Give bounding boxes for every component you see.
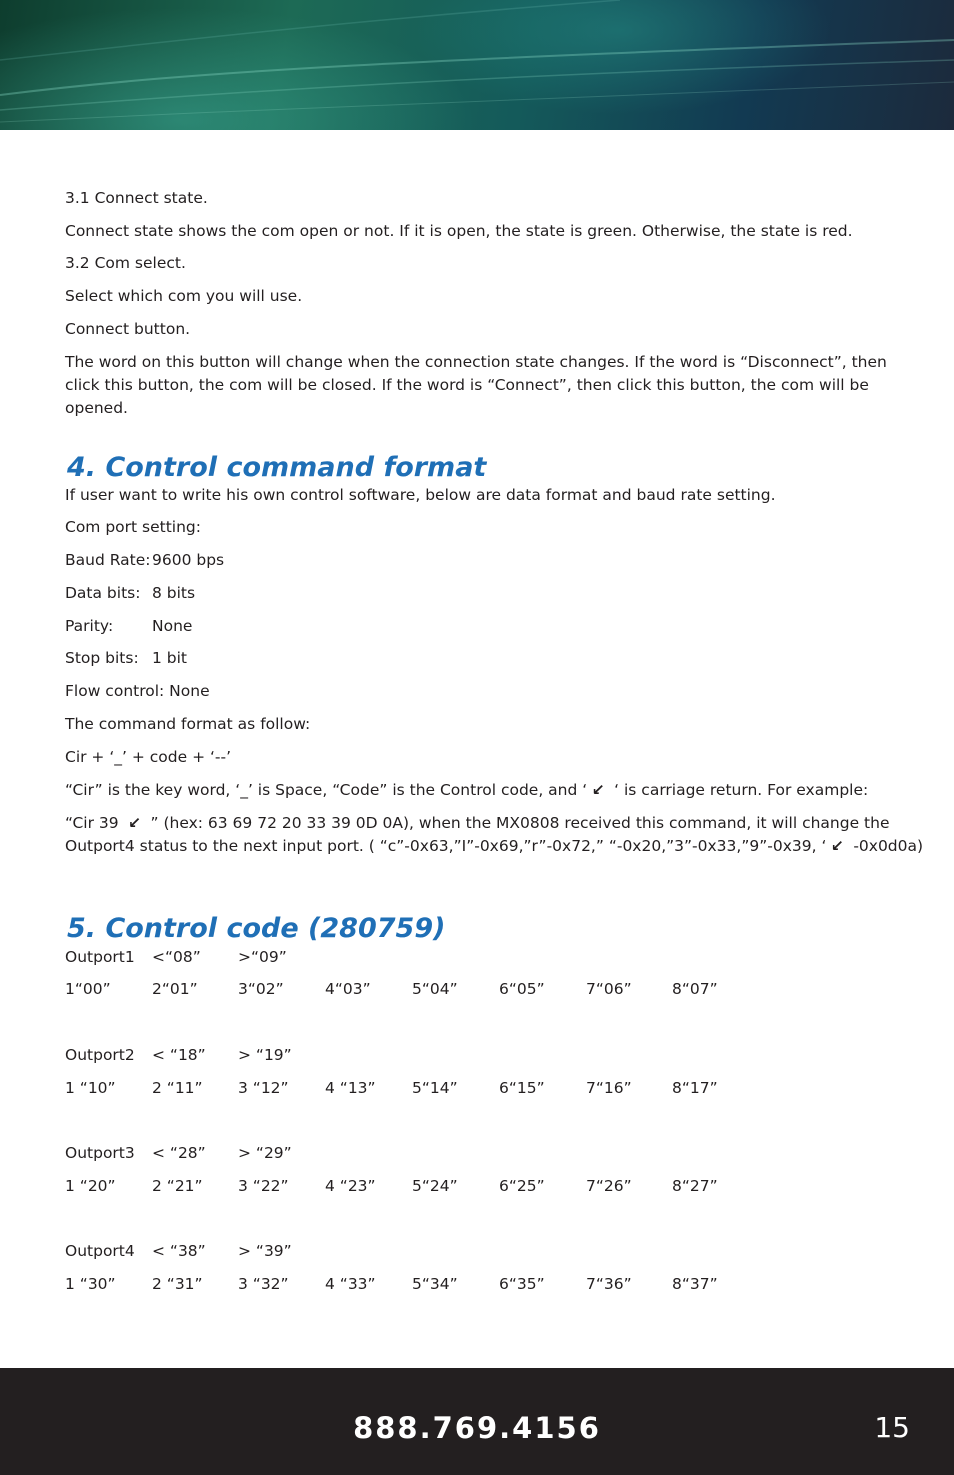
input-code: 1 “10” xyxy=(65,1079,116,1097)
input-code: 3 “12” xyxy=(238,1079,289,1097)
outport-label: Outport4 xyxy=(65,1242,135,1260)
input-code: 8“37” xyxy=(672,1275,718,1293)
phone-number: 888.769.4156 xyxy=(353,1411,601,1445)
input-code: 4 “13” xyxy=(325,1079,376,1097)
input-code: 6“35” xyxy=(499,1275,545,1293)
section-4-intro: If user want to write his own control software, below are data format and baud rate setting. xyxy=(65,486,776,504)
next-code: > “39” xyxy=(238,1242,292,1260)
input-code: 3 “32” xyxy=(238,1275,289,1293)
setting-label: Parity: xyxy=(65,617,114,635)
carriage-return-icon: ↙ xyxy=(128,814,142,832)
input-code: 7“06” xyxy=(586,980,632,998)
input-code: 5“34” xyxy=(412,1275,458,1293)
command-format: Cir + ‘_’ + code + ‘--’ xyxy=(65,748,232,766)
input-code: 1 “20” xyxy=(65,1177,116,1195)
example-text-d: -0x0d0a) xyxy=(848,837,924,855)
setting-row xyxy=(65,549,224,572)
connect-button-text: The word on this button will change when the connection state changes. If the word is “Disconnect”, then click this button, the com will be closed. If the word is “Connect”, then click this button, the com will be opened. xyxy=(65,353,887,417)
input-code: 7“26” xyxy=(586,1177,632,1195)
input-code: 6“25” xyxy=(499,1177,545,1195)
input-code: 8“07” xyxy=(672,980,718,998)
input-code: 7“16” xyxy=(586,1079,632,1097)
example-line-1 xyxy=(65,812,890,835)
input-code: 4“03” xyxy=(325,980,371,998)
format-explanation xyxy=(65,779,868,802)
prev-code: < “28” xyxy=(152,1144,206,1162)
setting-row xyxy=(65,647,187,670)
connect-button-title: Connect button. xyxy=(65,320,191,338)
example-line-2 xyxy=(65,835,923,858)
connect-state-text: Connect state shows the com open or not. If it is open, the state is green. Otherwise, the state is red. xyxy=(65,222,853,240)
prev-code: < “38” xyxy=(152,1242,206,1260)
connect-state-title: 3.1 Connect state. xyxy=(65,189,208,207)
next-code: > “29” xyxy=(238,1144,292,1162)
setting-row xyxy=(65,582,195,605)
outport-label: Outport2 xyxy=(65,1046,135,1064)
outport-label: Outport3 xyxy=(65,1144,135,1162)
input-code: 2 “21” xyxy=(152,1177,203,1195)
input-code: 6“15” xyxy=(499,1079,545,1097)
input-code: 2 “11” xyxy=(152,1079,203,1097)
input-code: 2 “31” xyxy=(152,1275,203,1293)
input-code: 3“02” xyxy=(238,980,284,998)
setting-value: 8 bits xyxy=(152,584,196,602)
example-text-c: Outport4 status to the next input port. ( “c”-0x63,”I”-0x69,”r”-0x72,” “-0x20,”3”-0x33,”9”-0x39, ‘ xyxy=(65,837,827,855)
flow-control: Flow control: None xyxy=(65,682,210,700)
carriage-return-icon: ↙ xyxy=(830,837,844,855)
banner-swoosh-decoration xyxy=(0,0,954,130)
input-code: 8“17” xyxy=(672,1079,718,1097)
input-code: 1 “30” xyxy=(65,1275,116,1293)
page-number: 15 xyxy=(874,1411,910,1444)
explain-text-b: ‘ is carriage return. For example: xyxy=(609,781,869,799)
input-code: 5“14” xyxy=(412,1079,458,1097)
setting-value: 9600 bps xyxy=(152,551,225,569)
input-code: 8“27” xyxy=(672,1177,718,1195)
prev-code: < “18” xyxy=(152,1046,206,1064)
setting-value: 1 bit xyxy=(152,649,188,667)
setting-label: Stop bits: xyxy=(65,649,139,667)
format-intro: The command format as follow: xyxy=(65,715,311,733)
prev-code: <“08” xyxy=(152,948,201,966)
input-code: 1“00” xyxy=(65,980,111,998)
input-code: 2“01” xyxy=(152,980,198,998)
input-code: 5“04” xyxy=(412,980,458,998)
input-code: 7“36” xyxy=(586,1275,632,1293)
carriage-return-icon: ↙ xyxy=(591,781,605,799)
input-code: 4 “33” xyxy=(325,1275,376,1293)
header-banner xyxy=(0,0,954,130)
com-port-setting: Com port setting: xyxy=(65,518,201,536)
setting-label: Data bits: xyxy=(65,584,141,602)
next-code: >“09” xyxy=(238,948,287,966)
com-select-text: Select which com you will use. xyxy=(65,287,303,305)
input-code: 5“24” xyxy=(412,1177,458,1195)
section-5-heading: 5. Control code (280759) xyxy=(67,913,446,944)
next-code: > “19” xyxy=(238,1046,292,1064)
setting-row xyxy=(65,615,192,638)
outport-label: Outport1 xyxy=(65,948,135,966)
explain-text-a: “Cir” is the key word, ‘_’ is Space, “Code” is the Control code, and ‘ xyxy=(65,781,588,799)
setting-value: None xyxy=(152,617,193,635)
example-text-b: ” (hex: 63 69 72 20 33 39 0D 0A), when the MX0808 received this command, it will change the xyxy=(145,814,890,832)
section-4-heading: 4. Control command format xyxy=(67,452,487,483)
setting-label: Baud Rate: xyxy=(65,551,151,569)
example-text-a: “Cir 39 xyxy=(65,814,124,832)
input-code: 4 “23” xyxy=(325,1177,376,1195)
input-code: 6“05” xyxy=(499,980,545,998)
com-select-title: 3.2 Com select. xyxy=(65,254,186,272)
input-code: 3 “22” xyxy=(238,1177,289,1195)
